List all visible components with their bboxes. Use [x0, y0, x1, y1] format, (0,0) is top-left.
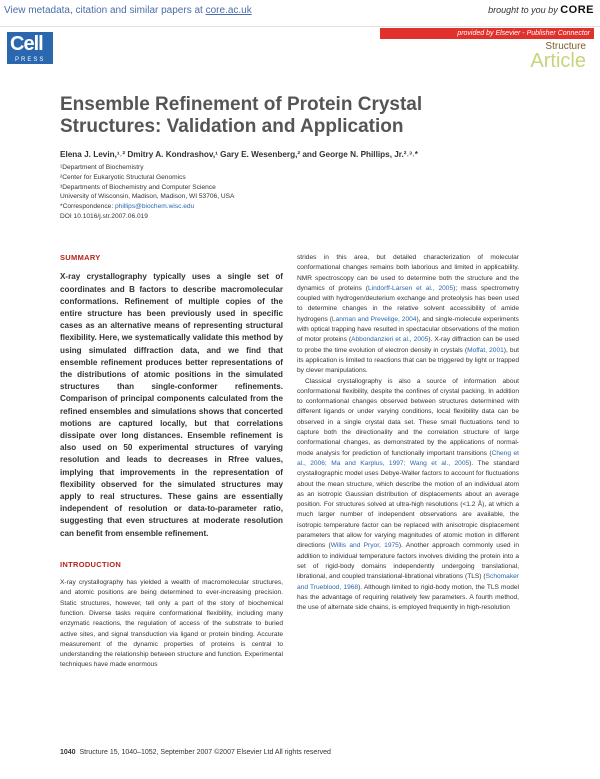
affiliation-line: ²Center for Eukaryotic Structural Genomics [60, 173, 186, 181]
cell-press-logo [7, 32, 53, 64]
right-paragraph-1 [297, 253, 519, 377]
article-type: Article [530, 50, 586, 72]
citation-link[interactable]: Moffat, 2001 [467, 346, 504, 354]
text-run: ), and single-molecule experiments with optical trapping have resulted in spectacular observations of the motion of motor proteins ( [297, 315, 519, 344]
introduction-paragraph: X-ray crystallography has yielded a wealth of macromolecular structures, and atomic positions are being determined to ever-increasing precision. Static structures, however, tell only a part of the story of biochemical function. Diverse tasks require conformational flexibility, including many enzymatic reactions, the regulation of access of the substrate to buried active sites, and signal transduction via ligand or protein binding. Accurate measurement of the dynamic properties of proteins is central to understanding the relationship between structure and function. Experimental techniques have made enormous [60, 579, 283, 669]
text-run: ). Another approach commonly used in addition to individual temperature factors involves dividing the protein into a set of rigid-body domains independently undergoing translational, librational, and coupled translational-librational vibrations (TLS) ( [297, 542, 519, 581]
footer-citation: Structure 15, 1040–1052, September 2007 ©2007 Elsevier Ltd All rights reserved [79, 749, 331, 756]
citation-link[interactable]: Lindorff-Larsen et al., 2005 [367, 284, 454, 292]
page-footer [60, 749, 331, 756]
journal-name: Structure [545, 41, 586, 52]
text-run: strides in this area, but detailed characterization of molecular conformational changes remains both laborious and limited in applicability. NMR spectroscopy can be used to determine both the structure and the dynamics of proteins ( [297, 254, 519, 292]
citation-link[interactable]: Lanman and Prevelige, 2004 [331, 315, 417, 323]
citation-link[interactable]: Cheng et al., 2006; Ma and Karplus, 1997; Wang et al., 2005 [297, 449, 519, 467]
paper-title: Ensemble Refinement of Protein Crystal Structures: Validation and Application [60, 94, 423, 137]
doi: DOI 10.1016/j.str.2007.06.019 [60, 212, 148, 220]
logo-cell-text: Cell [10, 33, 43, 55]
provider-banner: provided by Elsevier - Publisher Connector [380, 28, 594, 39]
text-run: ). The standard crystallographic model uses Debye-Waller factors to account for fluctuations about the mean structure, which describe the motion of an individual atom as an isotropic Gaussian distribution of displacements about an average position. For structures solved at ultra-high resolutions (<1.2 Å), at which a much larger number of independent observations are available, the isotropic temperature factor can be replaced with anisotropic displacement parameters that allow for varying magnitudes of atomic motion in different directions ( [297, 459, 519, 550]
core-link[interactable]: core.ac.uk [205, 5, 252, 16]
core-label: CORE [560, 4, 594, 16]
metadata-bar [0, 0, 600, 27]
affiliations [60, 163, 234, 222]
right-paragraph-2 [297, 377, 519, 614]
affiliation-line: University of Wisconsin, Madison, Madison, WI 53706, USA [60, 193, 235, 201]
core-badge[interactable] [488, 4, 594, 16]
text-run: ). X-ray diffraction can be used to probe the time evolution of electron density in crystals ( [297, 336, 519, 354]
text-run: ), but its application is limited to reactions that can be triggered by light or trapped by clever manipulations. [297, 346, 519, 375]
text-run: ); mass spectrometry coupled with hydrogen/deuterium exchange and proteolysis has been used to determine changes in the relative solvent accessibility of amide hydrogens ( [297, 284, 519, 323]
citation-link[interactable]: Abbondanzieri et al., 2005 [351, 336, 429, 344]
brought-by-label: brought to you by [488, 5, 558, 15]
citation-link[interactable]: Willis and Pryor, 1975 [330, 542, 399, 550]
correspondence-label: *Correspondence: [60, 203, 115, 211]
citation-link[interactable]: Schomaker and Trueblood, 1968 [297, 573, 519, 591]
metadata-text [4, 5, 252, 16]
introduction-heading: INTRODUCTION [60, 559, 122, 569]
metadata-label: View metadata, citation and similar papers at [4, 5, 203, 16]
summary-text: X-ray crystallography typically uses a single set of coordinates and B factors to describe macromolecular conformations. Refinement of multiple copies of the entire structure has been previously used in specific cases as an alternative means of representing structural flexibility. Here, we systematically validate this method by using simulated diffraction data, and we find that ensemble refinement produces better representations of the distributions of atomic positions in the simulated structures than single-conformer refinements. Comparison of principal components calculated from the refined ensembles and simulations shows that concerted motions are captured locally, but that correlations dissipate over long distances. Ensemble refinement is also used on 50 experimental structures of varying resolution and leads to decreases in Rfree values, implying that improvements in the representation of flexibility observed for the simulated structures may apply to real structures. These gains are essentially independent of resolution or data-to-parameter ratio, suggesting that even structures at moderate resolution can benefit from ensemble refinement. [60, 272, 283, 538]
paper-authors: Elena J. Levin,¹˒² Dmitry A. Kondrashov,¹ Gary E. Wesenberg,² and George N. Phillips, Jr.²˒³˒* [60, 150, 418, 159]
correspondence [60, 202, 234, 212]
left-column [60, 253, 283, 671]
logo-press-text: PRESS [15, 57, 46, 63]
page-number: 1040 [60, 749, 76, 756]
affiliation-line: ¹Department of Biochemistry [60, 164, 144, 171]
summary-heading: SUMMARY [60, 253, 101, 262]
right-column [297, 253, 519, 613]
affiliation-line: ³Departments of Biochemistry and Computer Science [60, 183, 216, 191]
text-run: Classical crystallography is also a source of information about conformational flexibility, despite the confines of crystal packing. In addition to conformational changes observed between structures determined with different ligands or under varying conditions, local flexibility data can be observed in a single crystal data set. These small fluctuations tend to capture both the directionality and the correlation structure of large conformational changes, as demonstrated by the applications of normal-mode analysis for prediction of functionally important transitions ( [297, 377, 519, 457]
text-run: ). Although limited to rigid-body motion, the TLS model has the advantage of requiring relatively few parameters. A fourth method, the use of alternate side chains, is employed frequently in high-resolution [297, 583, 519, 612]
correspondence-email-link[interactable]: phillips@biochem.wisc.edu [114, 203, 195, 211]
